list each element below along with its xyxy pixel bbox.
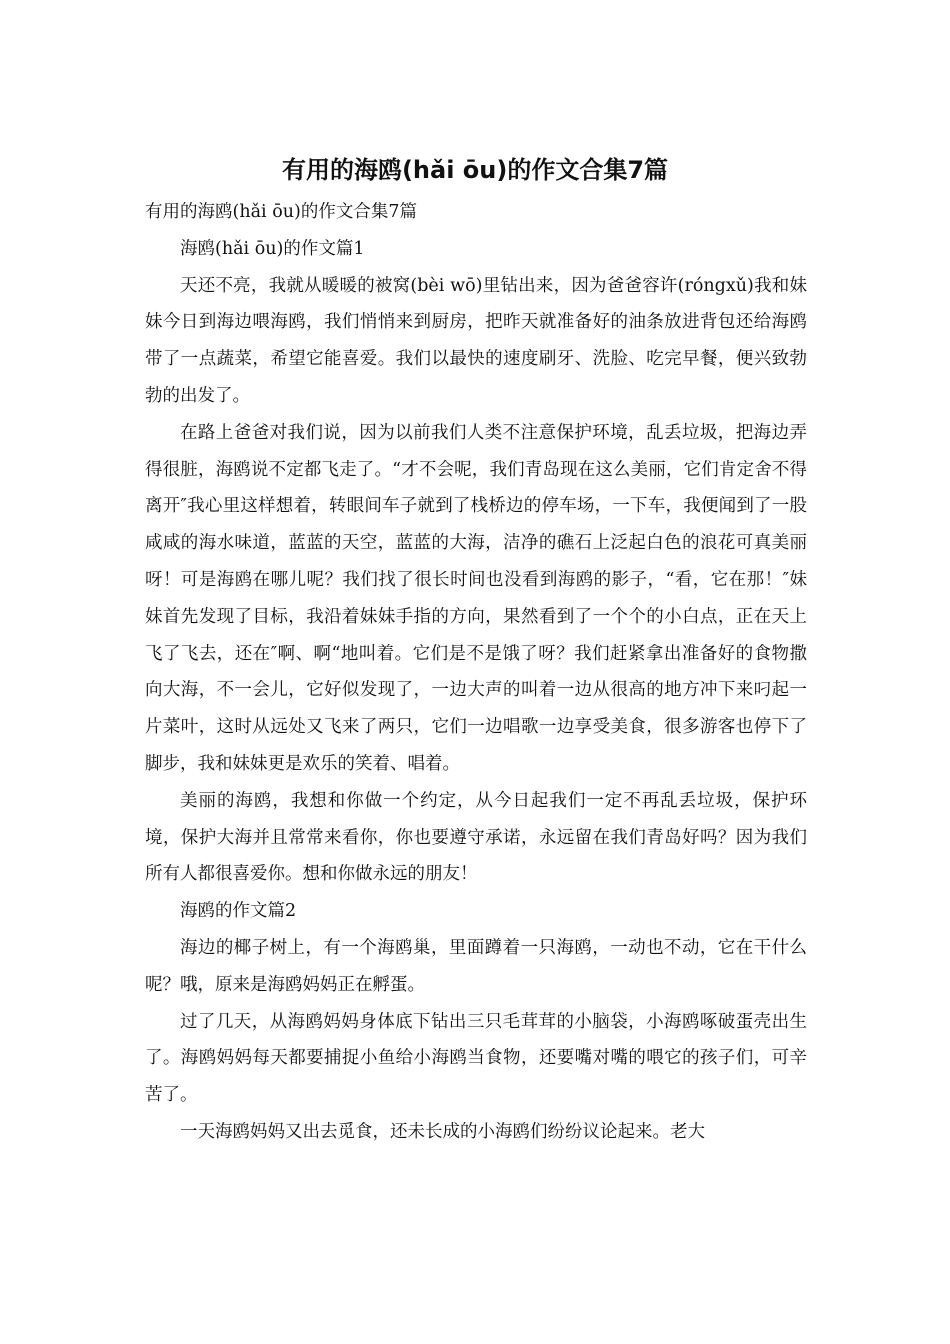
paragraph: 一天海鸥妈妈又出去觅食，还未长成的小海鸥们纷纷议论起来。老大 bbox=[180, 1121, 705, 1142]
document-title: 有用的海鸥(hǎi ōu)的作文合集7篇 bbox=[281, 156, 669, 184]
paragraph: 在路上爸爸对我们说，因为以前我们人类不注意保护环境，乱丢垃圾，把海边弄得很脏，海鸥说不定都飞走了。“才不会呢，我们青岛现在这么美丽，它们肯定舍不得离开″我心里这样想着，转眼间车子就到了栈桥边的停车场，一下车，我便闻到了一股咸咸的海水味道，蓝蓝的天空，蓝蓝的大海，洁净的礁石上泛起白色的浪花可真美丽呀！可是海鸥在哪儿呢？我们找了很长时间也没看到海鸥的影子，“看，它在那！″妹妹首先发现了目标，我沿着妹妹手指的方向，果然看到了一个个的小白点，正在天上飞了飞去，还在″啊、啊“地叫着。它们是不是饿了呀？我们赶紧拿出准备好的食物撒向大海，不一会儿，它好似发现了，一边大声的叫着一边从很高的地方冲下来叼起一片菜叶，这时从远处又飞来了两只，它们一边唱歌一边享受美食，很多游客也停下了脚步，我和妹妹更是欢乐的笑着、唱着。 bbox=[145, 422, 807, 774]
paragraph: 过了几天，从海鸥妈妈身体底下钻出三只毛茸茸的小脑袋，小海鸥啄破蛋壳出生了。海鸥妈妈每天都要捕捉小鱼给小海鸥当食物，还要嘴对嘴的喂它的孩子们，可辛苦了。 bbox=[145, 1011, 807, 1106]
paragraph: 海边的椰子树上，有一个海鸥巢，里面蹲着一只海鸥，一动也不动，它在干什么呢？哦，原来是海鸥妈妈正在孵蛋。 bbox=[145, 937, 807, 995]
paragraph-heading: 有用的海鸥(hǎi ōu)的作文合集7篇 bbox=[145, 202, 417, 222]
paragraph: 美丽的海鸥，我想和你做一个约定，从今日起我们一定不再乱丢垃圾，保护环境，保护大海并且常常来看你，你也要遵守承诺，永远留在我们青岛好吗？因为我们所有人都很喜爱你。想和你做永远的朋友！ bbox=[145, 790, 807, 885]
section-heading-1: 海鸥(hǎi ōu)的作文篇1 bbox=[180, 238, 365, 259]
section-heading-2: 海鸥的作文篇2 bbox=[180, 901, 297, 922]
document-body bbox=[145, 194, 807, 1151]
paragraph: 天还不亮，我就从暖暖的被窝(bèi wō)里钻出来，因为爸爸容许(róngxǔ)我和妹妹今日到海边喂海鸥，我们悄悄来到厨房，把昨天就准备好的油条放进背包还给海鸥带了一点蔬菜，希望它能喜爱。我们以最快的速度刷牙、洗脸、吃完早餐，便兴致勃勃的出发了。 bbox=[145, 275, 807, 406]
